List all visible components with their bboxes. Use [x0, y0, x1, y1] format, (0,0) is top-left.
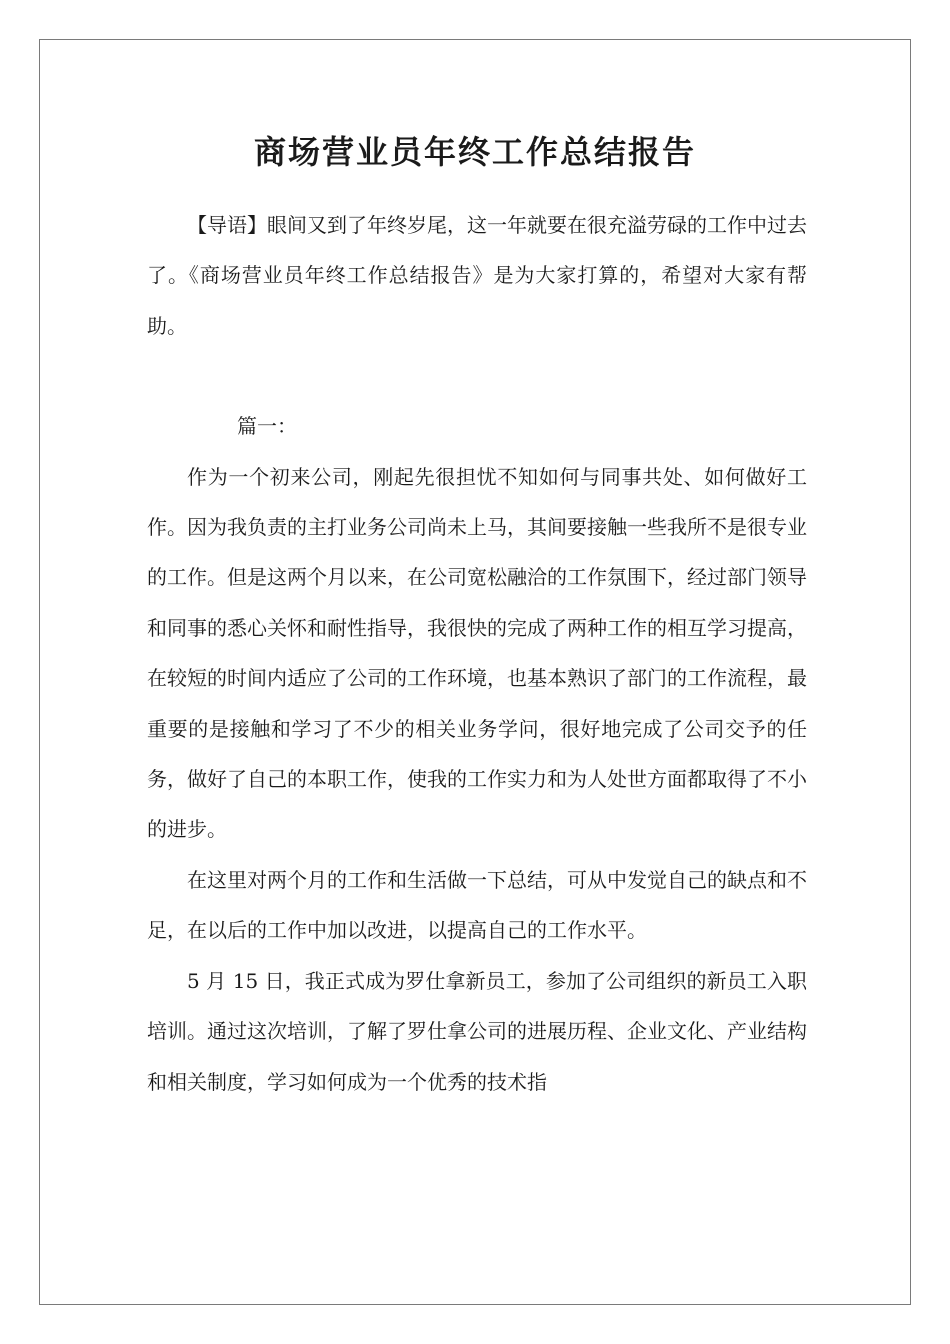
body-paragraph-1: 作为一个初来公司，刚起先很担忧不知如何与同事共处、如何做好工作。因为我负责的主打业务公司尚未上马，其间要接触一些我所不是很专业的工作。但是这两个月以来，在公司宽松融洽的工作氛围下，经过部门领导和同事的悉心关怀和耐性指导，我很快的完成了两种工作的相互学习提高，在较短的时间内适应了公司的工作环境，也基本熟识了部门的工作流程，最重要的是接触和学习了不少的相关业务学问，很好地完成了公司交予的任务，做好了自己的本职工作，使我的工作实力和为人处世方面都取得了不小的进步。: [147, 464, 807, 842]
document-title: 商场营业员年终工作总结报告: [253, 133, 696, 171]
body-paragraph-3: 5 月 15 日，我正式成为罗仕拿新员工，参加了公司组织的新员工入职培训。通过这次培训，了解了罗仕拿公司的进展历程、企业文化、产业结构和相关制度，学习如何成为一个优秀的技术指: [147, 968, 807, 1094]
section-heading: 篇一：: [237, 414, 297, 439]
intro-paragraph: 【导语】眼间又到了年终岁尾，这一年就要在很充溢劳碌的工作中过去了。《商场营业员年终工作总结报告》是为大家打算的，希望对大家有帮助。: [147, 213, 807, 338]
body-paragraph-2: 在这里对两个月的工作和生活做一下总结，可从中发觉自己的缺点和不足，在以后的工作中加以改进，以提高自己的工作水平。: [147, 867, 807, 943]
document-body: [147, 200, 807, 1107]
